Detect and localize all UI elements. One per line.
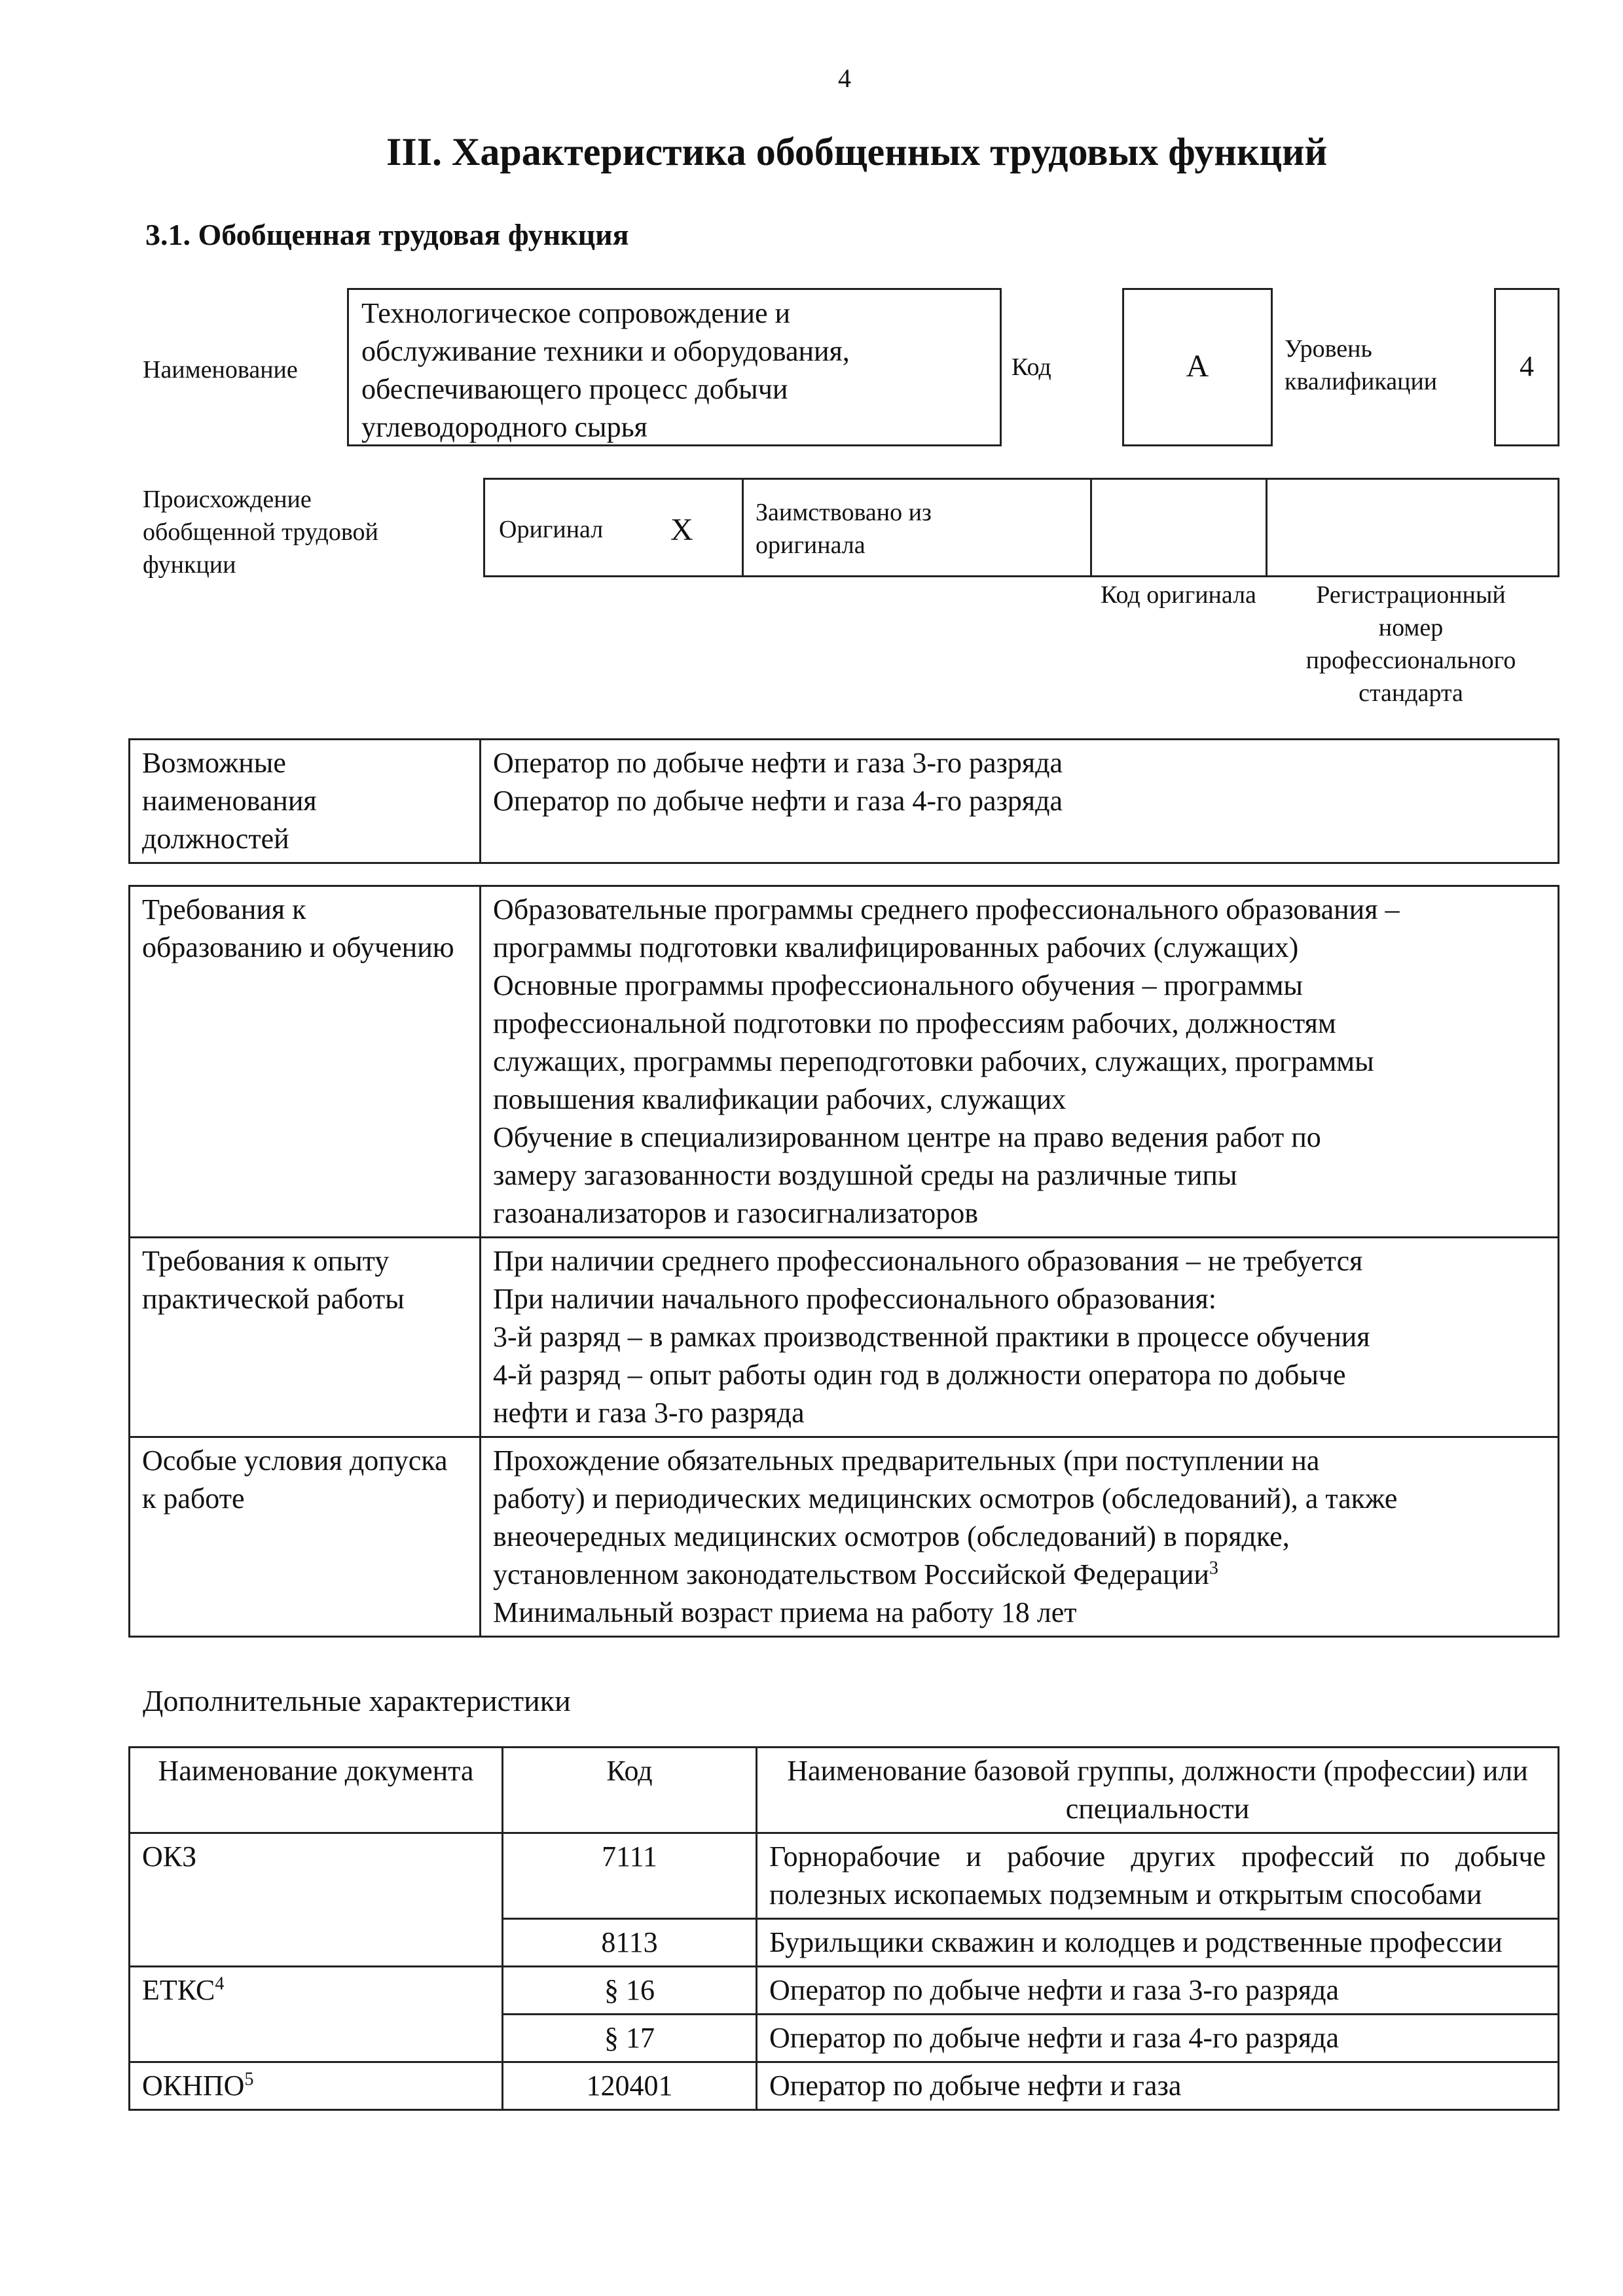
page-number: 4	[838, 63, 851, 93]
subsection-title: 3.1. Обобщенная трудовая функция	[145, 218, 629, 251]
extra-header-row	[130, 1748, 1559, 1833]
code-cell: 8113	[503, 1919, 757, 1967]
footnote-mark: 4	[215, 1973, 225, 1994]
req-line: Минимальный возраст приема на работу 18 лет	[493, 1596, 1077, 1628]
requirement-row-conditions	[130, 1437, 1559, 1637]
req-line: нефти и газа 3-го разряда	[493, 1397, 805, 1429]
footnote-mark: 5	[244, 2069, 254, 2090]
requirement-row-experience	[130, 1238, 1559, 1437]
req-line	[493, 1556, 1546, 1594]
code-value: A	[1186, 349, 1209, 384]
extra-table	[128, 1746, 1559, 2111]
req-line: программы подготовки квалифицированных рабочих (служащих)	[493, 931, 1299, 963]
col-code-header: Код	[503, 1748, 757, 1833]
origin-label: Происхождение обобщенной трудовой функции	[143, 486, 378, 579]
positions-row	[130, 740, 1559, 863]
col-name-header: Наименование базовой группы, должности (профессии) или специальности	[757, 1748, 1559, 1833]
req-line: повышения квалификации рабочих, служащих	[493, 1083, 1067, 1115]
req-line: При наличии среднего профессионального образования – не требуется	[493, 1245, 1363, 1277]
name-cell: Оператор по добыче нефти и газа 3-го разряда	[757, 1967, 1559, 2015]
name-label: Наименование	[143, 356, 298, 384]
req-line: Основные программы профессионального обучения – программы	[493, 969, 1303, 1001]
req-line: При наличии начального профессионального образования:	[493, 1283, 1216, 1315]
doc-etks-text: ЕТКС	[142, 1974, 215, 2006]
requirements-table	[128, 885, 1559, 1638]
requirement-text	[481, 1437, 1559, 1637]
level-value: 4	[1520, 350, 1534, 382]
req-line: замеру загазованности воздушной среды на различные типы	[493, 1159, 1237, 1191]
requirement-row-education	[130, 886, 1559, 1238]
name-cell: Оператор по добыче нефти и газа 4-го разряда	[757, 2015, 1559, 2062]
doc-oknpo-text: ОКНПО	[142, 2070, 245, 2102]
positions-table	[128, 738, 1559, 864]
req-line-text: установленном законодательством Российской Федерации	[493, 1558, 1209, 1590]
footnote-mark: 3	[1209, 1558, 1218, 1579]
positions-values	[481, 740, 1559, 863]
original-mark: X	[670, 512, 693, 547]
name-cell: Оператор по добыче нефти и газа	[757, 2062, 1559, 2110]
requirement-label: Особые условия допуска к работе	[130, 1437, 481, 1637]
code-cell: 120401	[503, 2062, 757, 2110]
code-cell: § 16	[503, 1967, 757, 2015]
table-row	[130, 1967, 1559, 2015]
req-line: 3-й разряд – в рамках производственной практики в процессе обучения	[493, 1321, 1370, 1353]
code-cell: § 17	[503, 2015, 757, 2062]
positions-label: Возможные наименования должностей	[130, 740, 481, 863]
requirement-label: Требования к образованию и обучению	[130, 886, 481, 1238]
req-line: служащих, программы переподготовки рабочих, служащих, программы	[493, 1045, 1374, 1077]
name-value: Технологическое сопровождение и обслуживание техники и оборудования, обеспечивающего процесс добычи углеводородного сырья	[361, 297, 850, 443]
req-line: внеочередных медицинских осмотров (обследований) в порядке,	[493, 1520, 1290, 1552]
table-row	[130, 2062, 1559, 2110]
reg-number-caption: Регистрационный номер профессионального стандарта	[1305, 581, 1516, 707]
req-line: Прохождение обязательных предварительных (при поступлении на	[493, 1444, 1320, 1477]
position-line: Оператор по добыче нефти и газа 3-го разряда	[493, 747, 1063, 779]
req-line: Образовательные программы среднего профессионального образования –	[493, 893, 1400, 925]
doc-etks	[130, 1967, 503, 2062]
doc-okz: ОКЗ	[130, 1833, 503, 1967]
req-line: 4-й разряд – опыт работы один год в должности оператора по добыче	[493, 1359, 1346, 1391]
req-line: Обучение в специализированном центре на право ведения работ по	[493, 1121, 1321, 1153]
requirement-text	[481, 1238, 1559, 1437]
req-line: газоанализаторов и газосигнализаторов	[493, 1197, 979, 1229]
level-label: Уровень квалификации	[1285, 335, 1438, 395]
name-cell: Бурильщики скважин и колодцев и родственные профессии	[757, 1919, 1559, 1967]
code-label: Код	[1012, 353, 1051, 381]
origin-divider-1	[742, 478, 744, 577]
col-doc-header: Наименование документа	[130, 1748, 503, 1833]
position-line: Оператор по добыче нефти и газа 4-го разряда	[493, 785, 1063, 817]
code-cell: 7111	[503, 1833, 757, 1919]
table-row	[130, 1833, 1559, 1919]
req-line: профессиональной подготовки по профессиям рабочих, должностям	[493, 1007, 1336, 1039]
requirement-text	[481, 886, 1559, 1238]
req-line: работу) и периодических медицинских осмотров (обследований), а также	[493, 1482, 1398, 1515]
origin-divider-3	[1266, 478, 1267, 577]
borrowed-label: Заимствовано из оригинала	[756, 499, 932, 559]
origin-divider-2	[1090, 478, 1092, 577]
requirement-label: Требования к опыту практической работы	[130, 1238, 481, 1437]
doc-oknpo	[130, 2062, 503, 2110]
original-label: Оригинал	[499, 516, 604, 543]
extra-title: Дополнительные характеристики	[143, 1684, 571, 1717]
section-title: III. Характеристика обобщенных трудовых функций	[386, 130, 1328, 173]
name-cell: Горнорабочие и рабочие других профессий по добыче полезных ископаемых подземным и открытым способами	[757, 1833, 1559, 1919]
code-original-caption: Код оригинала	[1101, 581, 1256, 609]
